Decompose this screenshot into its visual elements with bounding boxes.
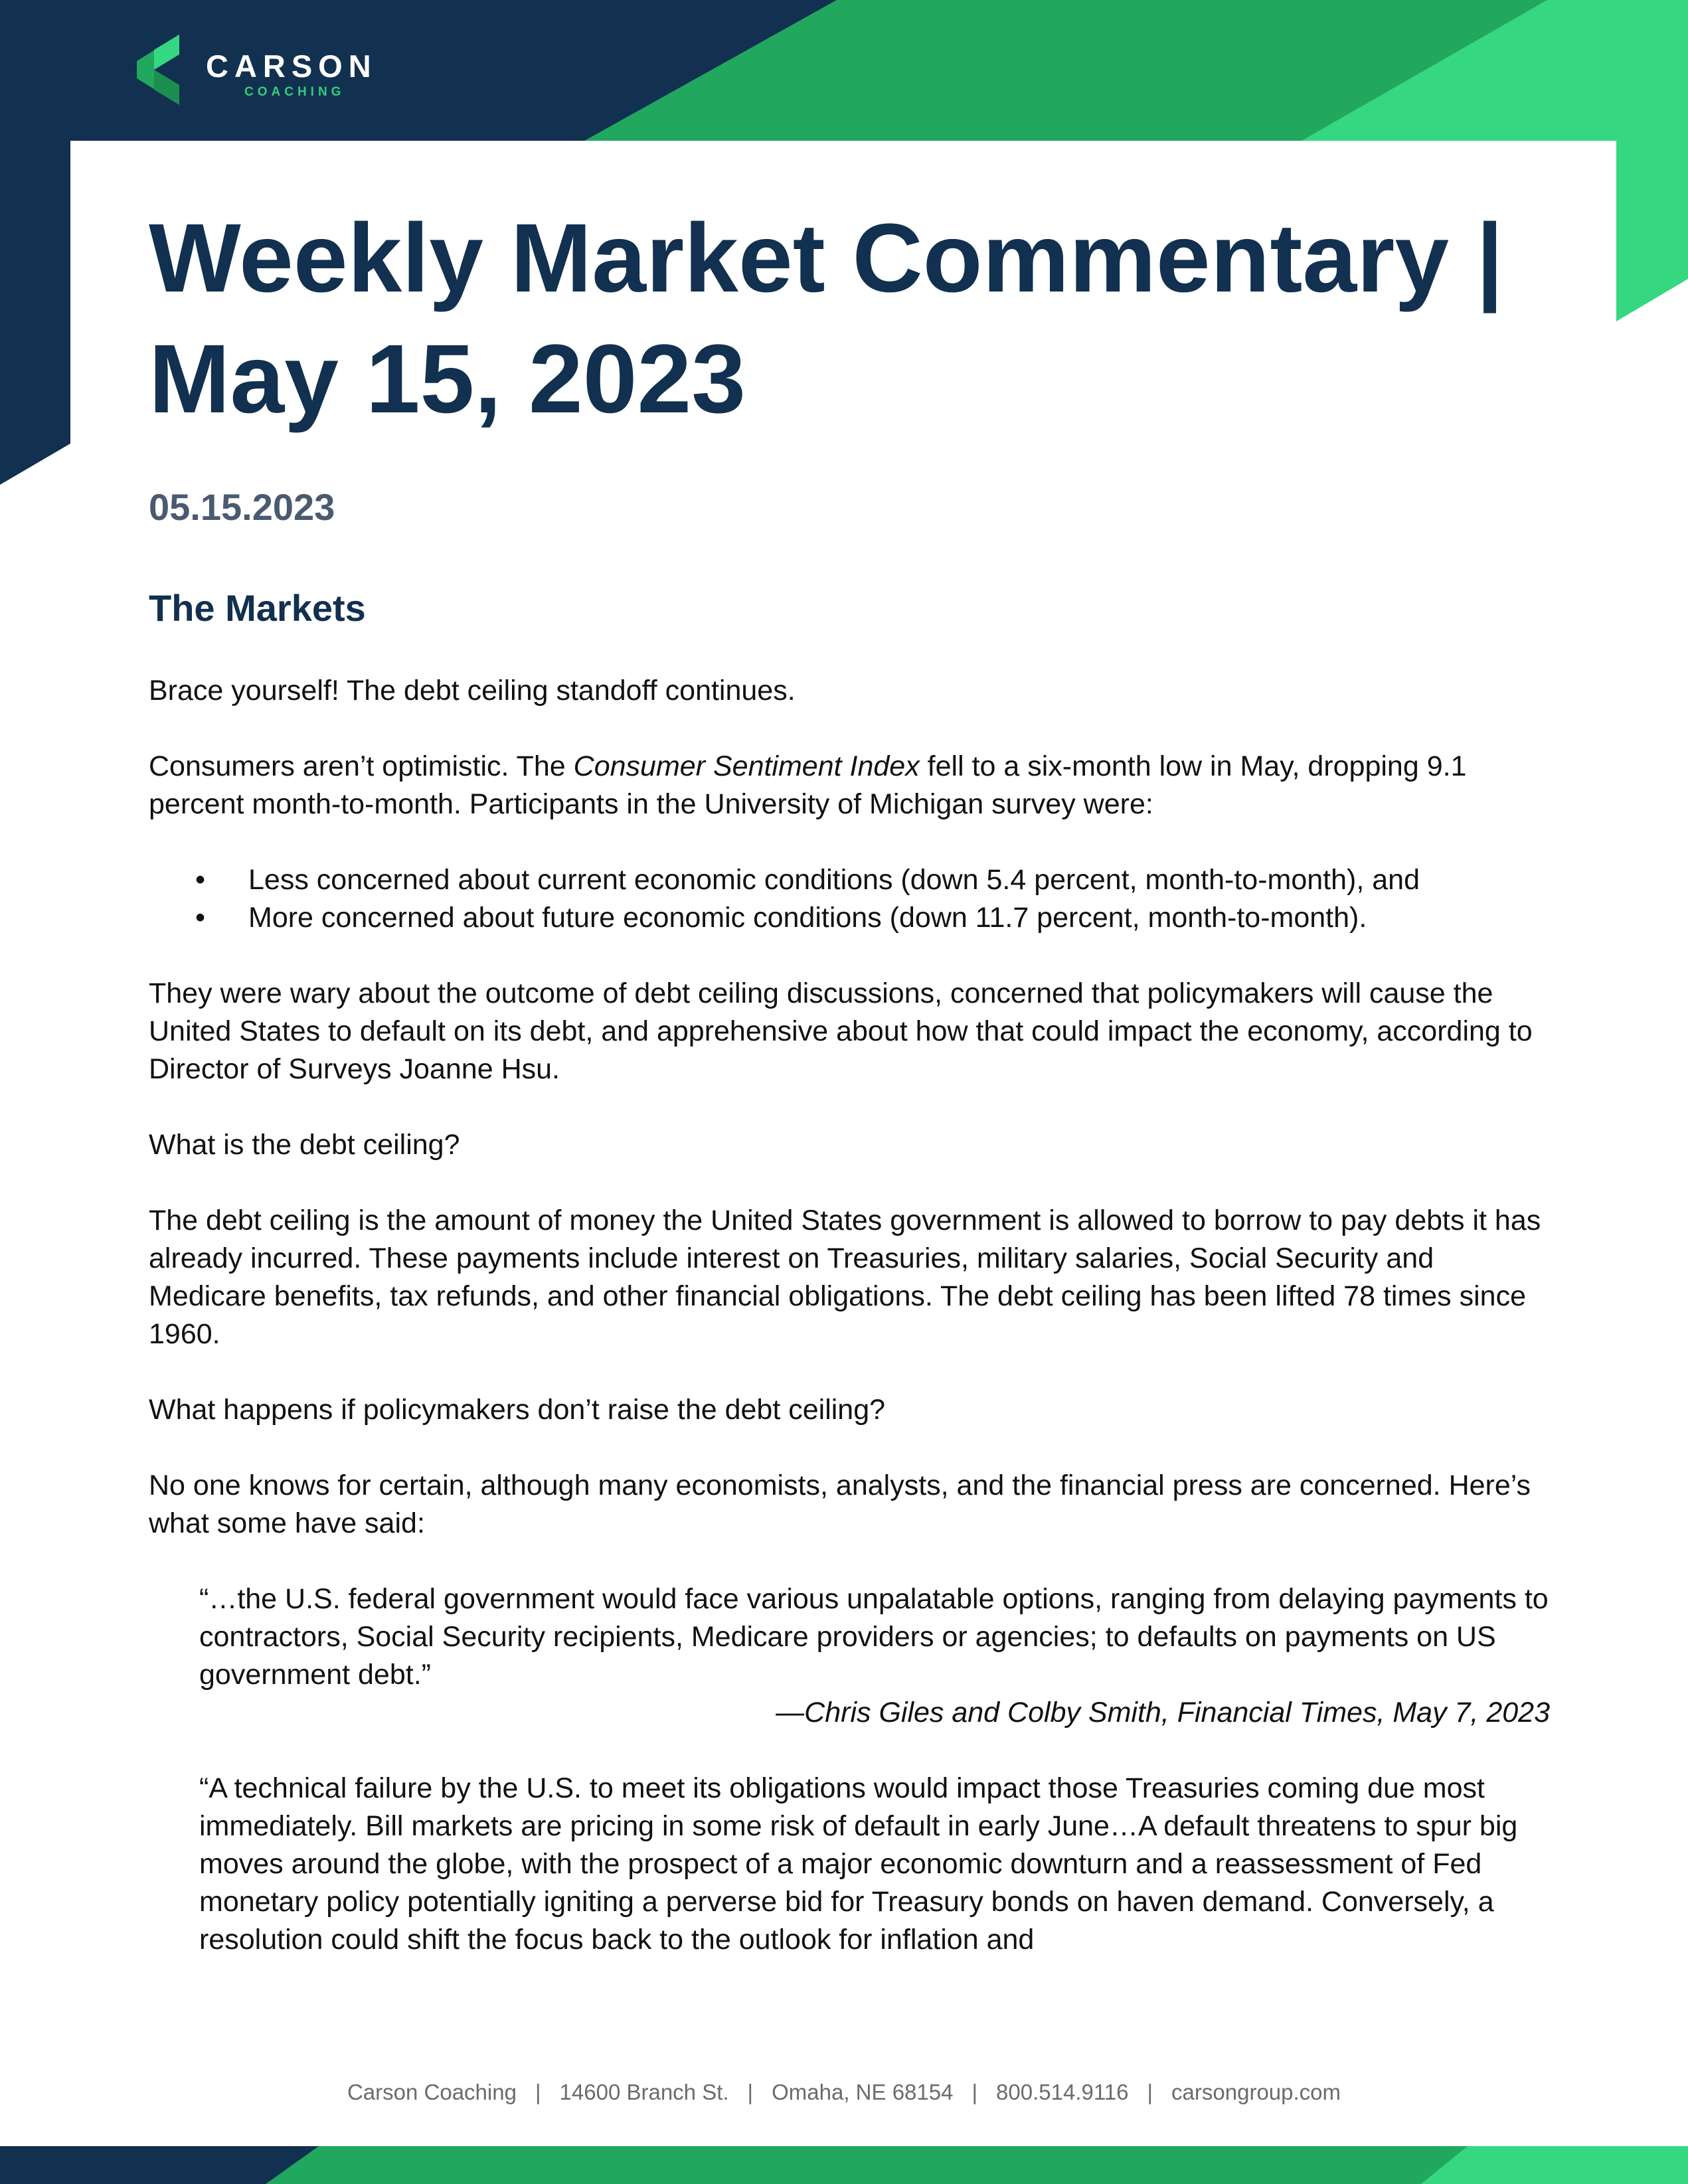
- paragraph-intro: Brace yourself! The debt ceiling standoff continues.: [149, 675, 796, 707]
- footer-separator: |: [535, 2080, 541, 2104]
- bullet-icon: •: [195, 902, 206, 934]
- blockquote-2: [149, 1770, 1550, 1959]
- footer-city: Omaha, NE 68154: [772, 2080, 954, 2104]
- paragraph-consumers-text-b: fell to a six-month low in May, dropping 9.1 percent month-to-month. Participants in the University of Michigan survey were:: [149, 750, 1467, 820]
- quote-attribution-1: —Chris Giles and Colby Smith, Financial Times, May 7, 2023: [776, 1697, 1550, 1728]
- paragraph-debt-ceiling-definition: The debt ceiling is the amount of money the United States government is allowed to borrow to pay debts it has already incurred. These payments include interest on Treasuries, military salaries, Social Security and Medicare benefits, tax refunds, and other financial obligations. The debt ceiling has been lifted 78 times since 1960.: [149, 1205, 1541, 1350]
- paragraph-question-1: What is the debt ceiling?: [149, 1129, 460, 1161]
- footer-company: Carson Coaching: [347, 2080, 517, 2104]
- paragraph-wary: They were wary about the outcome of debt ceiling discussions, concerned that policymakers will cause the United States to default on its debt, and apprehensive about how that could impact the economy, according to Director of Surveys Joanne Hsu.: [149, 977, 1533, 1085]
- section-heading: The Markets: [149, 587, 366, 629]
- blockquote-1: [149, 1580, 1550, 1732]
- carson-logo-icon: [137, 35, 179, 105]
- quote-text-2: “A technical failure by the U.S. to meet its obligations would impact those Treasuries coming due most immediately. Bill markets are pricing in some risk of default in early June…A default threatens to spur big moves around the globe, with the prospect of a major economic downturn and a reassessment of Fed monetary policy potentially igniting a perverse bid for Treasury bonds on haven demand. Conversely, a resolution could shift the focus back to the outlook for inflation and: [199, 1772, 1518, 1956]
- bullet-icon: •: [195, 864, 206, 896]
- publish-date: 05.15.2023: [149, 486, 335, 528]
- page-title: Weekly Market Commentary | May 15, 2023: [149, 204, 1504, 434]
- consumer-sentiment-index-term: Consumer Sentiment Index: [573, 750, 920, 782]
- footer-separator: |: [747, 2080, 754, 2104]
- footer-phone: 800.514.9116: [996, 2080, 1129, 2104]
- footer-separator: |: [1147, 2080, 1153, 2104]
- list-item: [195, 899, 1550, 937]
- survey-bullet-list: [149, 861, 1550, 937]
- list-item-text: Less concerned about current economic conditions (down 5.4 percent, month-to-month), and: [248, 864, 1420, 896]
- page-footer: [0, 2080, 1688, 2105]
- article-body: [149, 672, 1550, 1959]
- quote-text-1: “…the U.S. federal government would face various unpalatable options, ranging from delaying payments to contractors, Social Security recipients, Medicare providers or agencies; to defaults on payments on US government debt.”: [199, 1583, 1549, 1691]
- paragraph-question-2: What happens if policymakers don’t raise the debt ceiling?: [149, 1394, 886, 1426]
- footer-website[interactable]: carsongroup.com: [1171, 2080, 1341, 2104]
- list-item-text: More concerned about future economic conditions (down 11.7 percent, month-to-month).: [248, 902, 1367, 934]
- footer-separator: |: [971, 2080, 978, 2104]
- brand-logo: [206, 50, 377, 98]
- footer-street: 14600 Branch St.: [559, 2080, 729, 2104]
- paragraph-no-one-knows: No one knows for certain, although many economists, analysts, and the financial press are concerned. Here’s what some have said:: [149, 1470, 1531, 1539]
- paragraph-consumers: [149, 748, 1550, 823]
- paragraph-consumers-text-a: Consumers aren’t optimistic. The: [149, 750, 574, 782]
- brand-name: CARSON: [206, 48, 377, 84]
- list-item: [195, 861, 1550, 899]
- brand-subtitle: COACHING: [244, 85, 345, 99]
